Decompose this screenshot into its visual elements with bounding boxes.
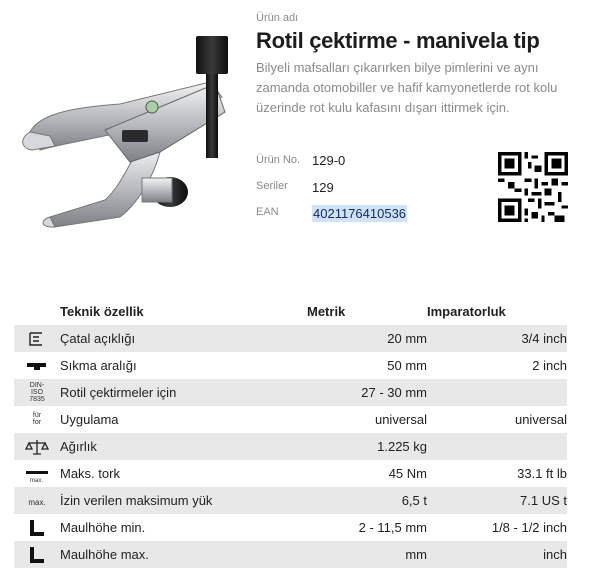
spec-metric: 6,5 t [307, 487, 427, 514]
spec-name: Çatal açıklığı [60, 325, 307, 352]
jaw-height-min-icon [24, 518, 50, 538]
din-iso-icon: DIN-ISO 7835 [29, 381, 45, 403]
spec-name: Uygulama [60, 412, 119, 427]
jaw-opening-icon [24, 329, 50, 349]
spec-imperial [427, 433, 567, 460]
ean-label: EAN [256, 206, 279, 218]
spec-metric: 50 mm [387, 358, 427, 373]
table-row [14, 406, 567, 433]
spec-metric: 1.225 kg [307, 433, 427, 460]
product-number-label: Ürün No. [256, 154, 301, 166]
spec-metric: 2 - 11,5 mm [358, 520, 427, 535]
clamping-range-icon [24, 356, 50, 376]
spec-metric: 45 Nm [388, 466, 427, 481]
spec-imperial: 33.1 ft lb [517, 466, 567, 481]
spec-imperial: 7.1 US t [427, 487, 567, 514]
spec-metric: universal [374, 412, 427, 427]
ean-value[interactable]: 4021176410536 [313, 206, 407, 221]
spec-name: İzin verilen maksimum yük [60, 487, 307, 514]
spec-imperial: 3/4 inch [427, 325, 567, 352]
for-icon: für for [32, 412, 42, 426]
header-metric: Metrik [307, 304, 346, 319]
table-row [14, 352, 567, 379]
spec-name: Ağırlık [60, 433, 307, 460]
spec-imperial: universal [514, 412, 567, 427]
table-row [14, 433, 567, 460]
technical-spec-table [14, 298, 567, 568]
spec-metric: 20 mm [307, 325, 427, 352]
table-row [14, 514, 567, 541]
series-value: 129 [312, 180, 334, 195]
jaw-height-max-icon [24, 545, 50, 565]
spec-metric: 27 - 30 mm [307, 379, 427, 406]
table-row [14, 460, 567, 487]
spec-imperial: 2 inch [532, 358, 567, 373]
header-imperial: Imparatorluk [427, 304, 506, 319]
spec-imperial: 1/8 - 1/2 inch [491, 520, 567, 535]
table-row [14, 541, 567, 568]
scale-weight-icon [24, 437, 50, 457]
header-feature: Teknik özellik [60, 304, 144, 319]
product-title: Rotil çektirme - manivela tip [256, 28, 540, 53]
product-name-label: Ürün adı [256, 12, 299, 24]
series-label: Seriler [256, 180, 288, 192]
svg-text:max.: max. [30, 477, 44, 484]
spec-header-row [14, 298, 567, 325]
table-row [14, 325, 567, 352]
table-row [14, 487, 567, 514]
table-row [14, 379, 567, 406]
spec-name: Rotil çektirmeler için [60, 379, 307, 406]
spec-name: Sıkma aralığı [60, 358, 137, 373]
ball-joint-puller-image [10, 12, 240, 240]
spec-name: Maulhöhe min. [60, 520, 146, 535]
spec-metric: mm [307, 541, 427, 568]
max-load-icon: max. [28, 498, 46, 507]
max-torque-icon [24, 464, 50, 484]
product-number-value: 129-0 [312, 153, 346, 168]
qr-code[interactable] [498, 152, 568, 222]
spec-imperial: inch [427, 541, 567, 568]
product-description: Bilyeli mafsalları çıkarırken bilye pimlerini ve aynı zamanda otomobiller ve hafif kamyonetlerde rot kolu üzerinde rot kulu kafasını dışarı ittirmek için. [256, 60, 558, 115]
spec-name: Maks. tork [60, 466, 120, 481]
spec-name: Maulhöhe max. [60, 541, 307, 568]
spec-imperial [427, 379, 567, 406]
